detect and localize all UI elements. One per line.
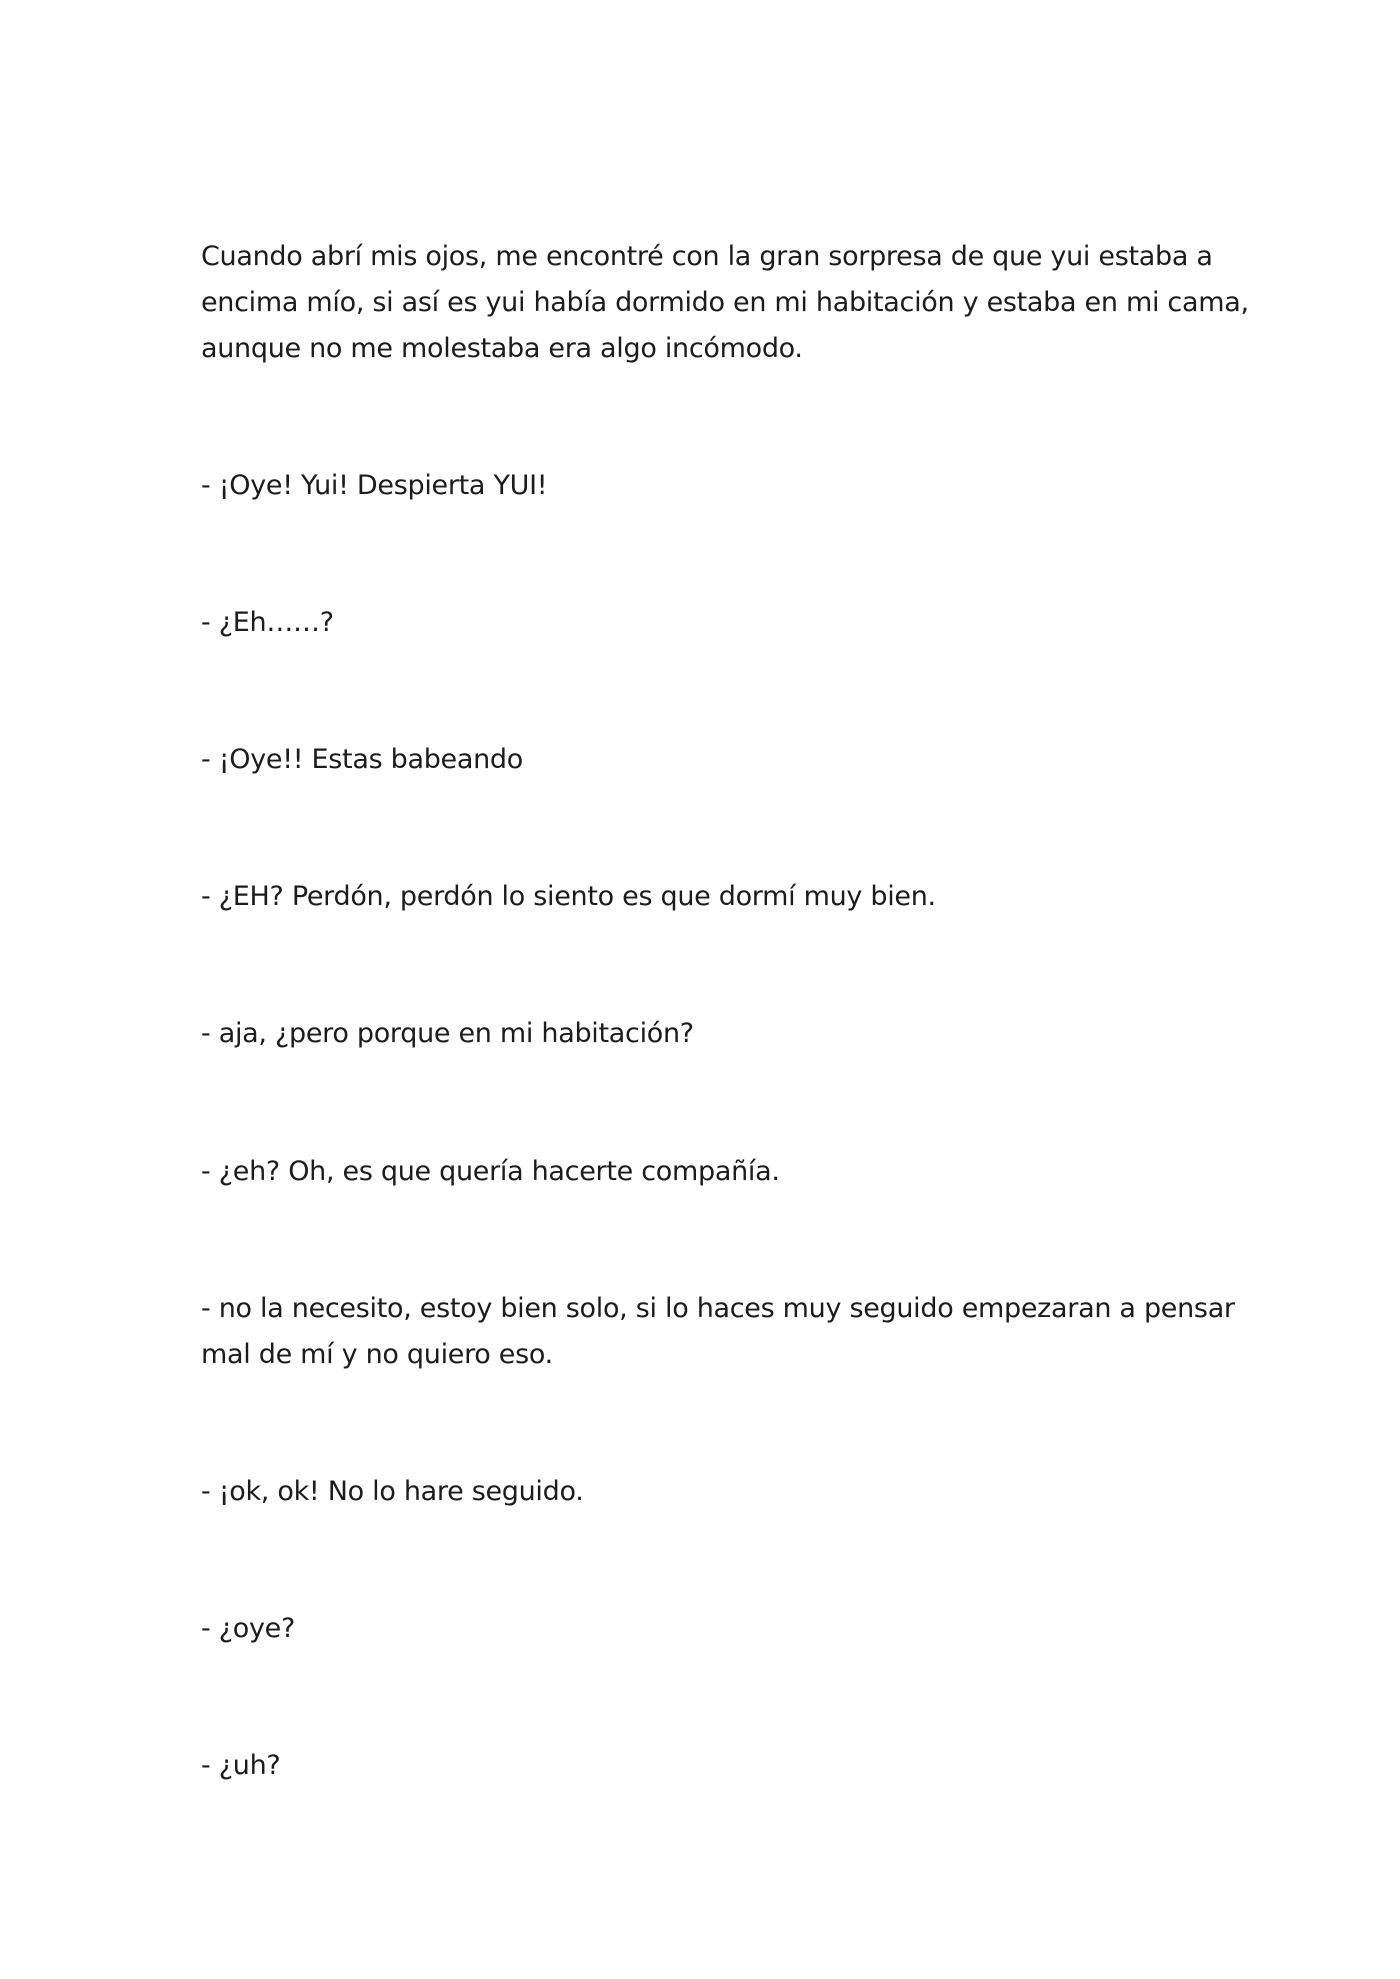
- dialogue-line: - ¿oye?: [201, 1613, 295, 1644]
- paragraph-line: aunque no me molestaba era algo incómodo.: [201, 333, 803, 364]
- dialogue-line: - no la necesito, estoy bien solo, si lo haces muy seguido empezaran a pensar: [201, 1293, 1235, 1324]
- dialogue-line: - aja, ¿pero porque en mi habitación?: [201, 1018, 694, 1049]
- paragraph-line: Cuando abrí mis ojos, me encontré con la gran sorpresa de que yui estaba a: [201, 241, 1213, 272]
- dialogue-line: - ¿eh? Oh, es que quería hacerte compañía.: [201, 1156, 780, 1187]
- dialogue-line: mal de mí y no quiero eso.: [201, 1339, 553, 1370]
- paragraph-line: encima mío, si así es yui había dormido en mi habitación y estaba en mi cama,: [201, 287, 1249, 318]
- dialogue-line: - ¿uh?: [201, 1750, 281, 1781]
- dialogue-line: - ¡Oye!! Estas babeando: [201, 744, 523, 775]
- dialogue-line: - ¡Oye! Yui! Despierta YUI!: [201, 470, 548, 501]
- dialogue-line: - ¿EH? Perdón, perdón lo siento es que dormí muy bien.: [201, 881, 936, 912]
- dialogue-line: - ¿Eh……?: [201, 607, 334, 638]
- dialogue-line: - ¡ok, ok! No lo hare seguido.: [201, 1476, 584, 1507]
